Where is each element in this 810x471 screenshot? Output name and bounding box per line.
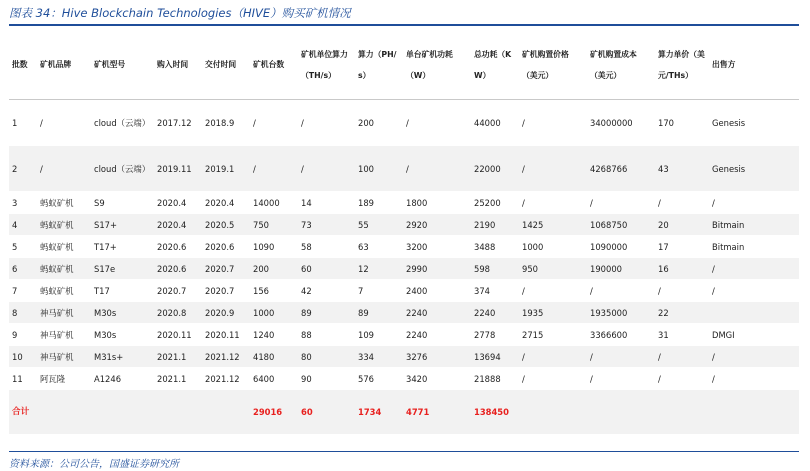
table-cell: 1068750 (587, 214, 655, 236)
column-header: 出售方 (709, 30, 799, 100)
table-cell: / (298, 100, 355, 146)
column-header: 批数 (9, 30, 37, 100)
table-cell: 2020.4 (154, 192, 202, 214)
total-cell: 29016 (250, 390, 298, 435)
table-cell: / (709, 192, 799, 214)
table-row (9, 346, 799, 368)
table-cell: 2019.11 (154, 146, 202, 192)
table-cell: 2715 (519, 324, 587, 346)
table-row (9, 324, 799, 346)
table-cell: 1425 (519, 214, 587, 236)
table-cell: / (37, 146, 91, 192)
total-cell (154, 390, 202, 435)
table-cell: 190000 (587, 258, 655, 280)
table-cell: 4180 (250, 346, 298, 368)
table-cell: 2020.4 (202, 192, 250, 214)
table-cell: 44000 (471, 100, 519, 146)
table-cell: / (403, 100, 471, 146)
table-cell: T17+ (91, 236, 154, 258)
table-cell: 13694 (471, 346, 519, 368)
total-cell: 1734 (355, 390, 403, 435)
table-cell: 22 (655, 302, 709, 324)
table-cell: 2018.9 (202, 100, 250, 146)
table-cell: / (519, 146, 587, 192)
column-header: 购入时间 (154, 30, 202, 100)
table-cell: 89 (298, 302, 355, 324)
table-cell: M30s (91, 324, 154, 346)
table-cell: / (519, 280, 587, 302)
table-cell: 1240 (250, 324, 298, 346)
table-cell: 22000 (471, 146, 519, 192)
table-cell: S17+ (91, 214, 154, 236)
table-cell: 2020.11 (154, 324, 202, 346)
table-cell: 200 (355, 100, 403, 146)
table-cell: 100 (355, 146, 403, 192)
table-cell: / (655, 346, 709, 368)
table-cell: 16 (655, 258, 709, 280)
table-cell: 2020.6 (154, 236, 202, 258)
table-cell: 20 (655, 214, 709, 236)
table-row (9, 214, 799, 236)
table-cell: 1935 (519, 302, 587, 324)
table-cell: 3276 (403, 346, 471, 368)
table-cell: 63 (355, 236, 403, 258)
column-header: 算力单价（美元/THs） (655, 30, 709, 100)
table-cell: 31 (655, 324, 709, 346)
table-cell: 576 (355, 368, 403, 390)
table-cell: / (519, 346, 587, 368)
column-header: 矿机台数 (250, 30, 298, 100)
table-cell: / (250, 146, 298, 192)
total-cell: 60 (298, 390, 355, 435)
table-cell: 2 (9, 146, 37, 192)
table-cell: 2021.12 (202, 368, 250, 390)
header-row (9, 30, 799, 100)
table-cell: 598 (471, 258, 519, 280)
column-header: 矿机型号 (91, 30, 154, 100)
table-cell: 1800 (403, 192, 471, 214)
table-cell: / (587, 346, 655, 368)
table-cell: / (709, 346, 799, 368)
table-cell: / (587, 280, 655, 302)
table-cell: / (709, 368, 799, 390)
table-cell: 7 (9, 280, 37, 302)
column-header: 矿机购置成本（美元） (587, 30, 655, 100)
table-cell: M31s+ (91, 346, 154, 368)
table-cell: 17 (655, 236, 709, 258)
table-cell: 14 (298, 192, 355, 214)
column-header: 交付时间 (202, 30, 250, 100)
table-cell: 750 (250, 214, 298, 236)
table-row (9, 302, 799, 324)
table-cell: 90 (298, 368, 355, 390)
table-cell: 1000 (519, 236, 587, 258)
table-cell: 2020.11 (202, 324, 250, 346)
table-cell: Bitmain (709, 214, 799, 236)
table-cell: 73 (298, 214, 355, 236)
table-cell: 3366600 (587, 324, 655, 346)
table-cell: Bitmain (709, 236, 799, 258)
table-cell: / (709, 280, 799, 302)
table-cell: 2020.7 (154, 280, 202, 302)
table-cell: 2020.6 (154, 258, 202, 280)
table-cell: 神马矿机 (37, 324, 91, 346)
table-cell: 10 (9, 346, 37, 368)
total-cell (655, 390, 709, 435)
footer-divider (9, 451, 799, 452)
table-cell: / (250, 100, 298, 146)
column-header: 矿机单位算力（TH/s） (298, 30, 355, 100)
total-cell: 4771 (403, 390, 471, 435)
table-cell: 蚂蚁矿机 (37, 236, 91, 258)
table-cell: 蚂蚁矿机 (37, 192, 91, 214)
table-cell: 60 (298, 258, 355, 280)
table-cell: Genesis (709, 100, 799, 146)
table-cell: 8 (9, 302, 37, 324)
table-row (9, 146, 799, 192)
total-cell (519, 390, 587, 435)
total-cell: 138450 (471, 390, 519, 435)
table-cell: 2020.4 (154, 214, 202, 236)
table-cell: 2240 (471, 302, 519, 324)
table-cell: 200 (250, 258, 298, 280)
total-cell (709, 390, 799, 435)
total-cell (202, 390, 250, 435)
total-row (9, 390, 799, 435)
table-cell: 2021.12 (202, 346, 250, 368)
table-cell: S17e (91, 258, 154, 280)
table-cell: / (587, 192, 655, 214)
table-cell: 109 (355, 324, 403, 346)
table-cell: cloud（云端） (91, 100, 154, 146)
table-cell: / (655, 280, 709, 302)
table-cell: 43 (655, 146, 709, 192)
table-cell: 7 (355, 280, 403, 302)
table-cell: / (519, 368, 587, 390)
table-cell: 950 (519, 258, 587, 280)
table-cell: 11 (9, 368, 37, 390)
table-cell: 2020.7 (202, 280, 250, 302)
table-cell: 3488 (471, 236, 519, 258)
table-cell: 6400 (250, 368, 298, 390)
table-cell: 9 (9, 324, 37, 346)
table-cell: 34000000 (587, 100, 655, 146)
table-cell: 2020.9 (202, 302, 250, 324)
table-cell: / (403, 146, 471, 192)
table-cell: T17 (91, 280, 154, 302)
table-cell: 4268766 (587, 146, 655, 192)
table-cell: 2020.7 (202, 258, 250, 280)
table-cell: 阿瓦隆 (37, 368, 91, 390)
table-cell: 12 (355, 258, 403, 280)
table-cell: 蚂蚁矿机 (37, 214, 91, 236)
table-cell: / (519, 192, 587, 214)
table-cell: / (655, 192, 709, 214)
table-cell: 14000 (250, 192, 298, 214)
figure-title: 图表 34：Hive Blockchain Technologies（HIVE）购买矿机情况 (9, 6, 351, 20)
column-header: 矿机购置价格（美元） (519, 30, 587, 100)
source-note: 资料来源：公司公告，国盛证券研究所 (9, 459, 179, 470)
table-cell: DMGI (709, 324, 799, 346)
table-cell: 1 (9, 100, 37, 146)
table-cell: 3 (9, 192, 37, 214)
table-cell: M30s (91, 302, 154, 324)
table-cell: Genesis (709, 146, 799, 192)
table-cell: / (709, 258, 799, 280)
table-cell: cloud（云端） (91, 146, 154, 192)
table-cell: 2017.12 (154, 100, 202, 146)
total-cell (37, 390, 91, 435)
table-cell: 蚂蚁矿机 (37, 258, 91, 280)
table-cell: 2778 (471, 324, 519, 346)
table-cell: 2400 (403, 280, 471, 302)
table-cell: 80 (298, 346, 355, 368)
table-row (9, 280, 799, 302)
table-cell: 4 (9, 214, 37, 236)
table-cell: 2020.8 (154, 302, 202, 324)
table-cell: 2990 (403, 258, 471, 280)
table-row (9, 192, 799, 214)
table-cell: 6 (9, 258, 37, 280)
table-cell: 2021.1 (154, 346, 202, 368)
total-cell (587, 390, 655, 435)
table-cell: 88 (298, 324, 355, 346)
table-cell: 374 (471, 280, 519, 302)
column-header: 总功耗（KW） (471, 30, 519, 100)
column-header: 矿机品牌 (37, 30, 91, 100)
table-cell: 58 (298, 236, 355, 258)
table-cell: 2190 (471, 214, 519, 236)
table-cell (709, 302, 799, 324)
table-cell: / (587, 368, 655, 390)
table-cell: 55 (355, 214, 403, 236)
table-cell: 神马矿机 (37, 302, 91, 324)
table-row (9, 368, 799, 390)
table-cell: 2920 (403, 214, 471, 236)
table-cell: 170 (655, 100, 709, 146)
table-cell: 42 (298, 280, 355, 302)
table-cell: 2019.1 (202, 146, 250, 192)
table-cell: 3200 (403, 236, 471, 258)
table-cell: 21888 (471, 368, 519, 390)
table-row (9, 100, 799, 146)
table-cell: 1090 (250, 236, 298, 258)
table-cell: / (655, 368, 709, 390)
table-cell: 156 (250, 280, 298, 302)
column-header: 单台矿机功耗（W） (403, 30, 471, 100)
table-cell: 2240 (403, 324, 471, 346)
table-cell: A1246 (91, 368, 154, 390)
table-cell: / (37, 100, 91, 146)
column-header: 算力（PH/s） (355, 30, 403, 100)
table-cell: 蚂蚁矿机 (37, 280, 91, 302)
table-cell: 1000 (250, 302, 298, 324)
table-cell: / (298, 146, 355, 192)
purchase-table (9, 30, 799, 435)
total-cell (91, 390, 154, 435)
table-row (9, 236, 799, 258)
table-cell: 2020.6 (202, 236, 250, 258)
total-label: 合计 (9, 390, 37, 435)
table-cell: 3420 (403, 368, 471, 390)
title-divider (9, 24, 799, 26)
table-cell: 89 (355, 302, 403, 324)
table-cell: 5 (9, 236, 37, 258)
table-cell: 神马矿机 (37, 346, 91, 368)
table-cell: 1935000 (587, 302, 655, 324)
table-cell: S9 (91, 192, 154, 214)
table-cell: 2020.5 (202, 214, 250, 236)
table-row (9, 258, 799, 280)
table-cell: / (519, 100, 587, 146)
table-cell: 2240 (403, 302, 471, 324)
table-cell: 2021.1 (154, 368, 202, 390)
table-cell: 189 (355, 192, 403, 214)
table-cell: 334 (355, 346, 403, 368)
table-cell: 25200 (471, 192, 519, 214)
table-cell: 1090000 (587, 236, 655, 258)
